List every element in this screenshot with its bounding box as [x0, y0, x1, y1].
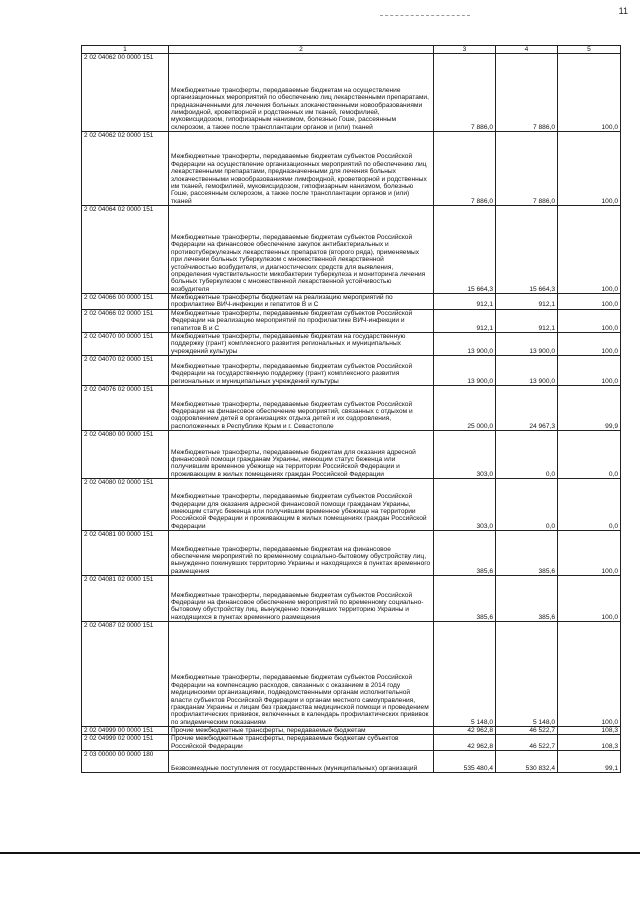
- row-name-cell: Прочие межбюджетные трансферты, передаваемые бюджетам: [169, 727, 434, 735]
- row-name-cell: Межбюджетные трансферты, передаваемые бюджетам субъектов Российской Федерации на реализацию мероприятий по профилактике ВИЧ-инфекции и гепатитов B и C: [169, 309, 434, 332]
- row-name-cell: Межбюджетные трансферты, передаваемые бюджетам субъектов Российской Федерации на государственную поддержку (грант) комплексного развития региональных и муниципальных учреждений культуры: [169, 356, 434, 386]
- table-row: [82, 386, 621, 431]
- row-code-cell: 2 02 04080 00 0000 151: [82, 431, 169, 479]
- row-plan-cell: 912,1: [434, 294, 496, 310]
- row-plan-cell: 303,0: [434, 431, 496, 479]
- table-row: [82, 206, 621, 294]
- row-plan-cell: 535 480,4: [434, 751, 496, 773]
- row-code-cell: 2 03 00000 00 0000 180: [82, 751, 169, 773]
- row-percent-cell: 100,0: [558, 206, 621, 294]
- scan-artifact-line: [380, 15, 470, 16]
- table-row: [82, 309, 621, 332]
- row-code-cell: 2 02 04066 00 0000 151: [82, 294, 169, 310]
- row-plan-cell: 13 900,0: [434, 332, 496, 355]
- row-percent-cell: 100,0: [558, 332, 621, 355]
- row-code-cell: 2 02 04066 02 0000 151: [82, 309, 169, 332]
- row-code-cell: 2 02 04999 02 0000 151: [82, 735, 169, 751]
- row-actual-cell: 24 967,3: [496, 386, 558, 431]
- page-number: 11: [618, 6, 628, 16]
- row-name-cell: Межбюджетные трансферты, передаваемые бюджетам субъектов Российской Федерации на компенсацию расходов, связанных с оказанием в 2014 году медицинскими организациями, подведомственными органам исполнительной власти субъектов Российской Федерации и органам местного самоуправления, гражданам Украины и лицам без гражданства медицинской помощи и проведением профилактических прививок, включенных в календарь профилактических прививок по эпидемическим показаниям: [169, 622, 434, 727]
- row-actual-cell: 15 664,3: [496, 206, 558, 294]
- row-code-cell: 2 02 04076 02 0000 151: [82, 386, 169, 431]
- row-percent-cell: 100,0: [558, 54, 621, 132]
- row-percent-cell: 100,0: [558, 576, 621, 622]
- row-plan-cell: 5 148,0: [434, 622, 496, 727]
- row-name-cell: Прочие межбюджетные трансферты, передаваемые бюджетам субъектов Российской Федерации: [169, 735, 434, 751]
- table-row: [82, 622, 621, 727]
- row-actual-cell: 5 148,0: [496, 622, 558, 727]
- row-actual-cell: 912,1: [496, 294, 558, 310]
- row-code-cell: 2 02 04070 02 0000 151: [82, 356, 169, 386]
- row-percent-cell: 100,0: [558, 309, 621, 332]
- row-percent-cell: 100,0: [558, 356, 621, 386]
- row-actual-cell: 0,0: [496, 431, 558, 479]
- row-name-cell: Межбюджетные трансферты, передаваемые бюджетам субъектов Российской Федерации на финансовое обеспечение мероприятий, связанных с отдыхом и оздоровлением детей в организациях отдыха детей и их оздоровления, расположенных в Республике Крым и г. Севастополе: [169, 386, 434, 431]
- row-name-cell: Межбюджетные трансферты, передаваемые бюджетам субъектов Российской Федерации для оказания адресной финансовой помощи гражданам Украины, имеющим статус беженца или получившим временное убежище на территории Российской Федерации и проживающим в жилых помещениях граждан Российской Федерации: [169, 479, 434, 531]
- table-row: [82, 727, 621, 735]
- row-actual-cell: 13 900,0: [496, 332, 558, 355]
- row-plan-cell: 13 900,0: [434, 356, 496, 386]
- row-actual-cell: 385,6: [496, 576, 558, 622]
- row-code-cell: 2 02 04999 00 0000 151: [82, 727, 169, 735]
- bottom-divider: [0, 852, 640, 854]
- column-header-code: 1: [82, 46, 169, 54]
- budget-revenue-table: [81, 45, 621, 773]
- row-percent-cell: 100,0: [558, 622, 621, 727]
- row-percent-cell: 108,3: [558, 727, 621, 735]
- row-name-cell: Межбюджетные трансферты бюджетам на реализацию мероприятий по профилактике ВИЧ-инфекции и гепатитов B и C: [169, 294, 434, 310]
- row-plan-cell: 42 962,8: [434, 735, 496, 751]
- row-actual-cell: 7 886,0: [496, 54, 558, 132]
- row-actual-cell: 13 900,0: [496, 356, 558, 386]
- row-percent-cell: 0,0: [558, 479, 621, 531]
- table-row: [82, 479, 621, 531]
- column-header-percent: 5: [558, 46, 621, 54]
- column-header-name: 2: [169, 46, 434, 54]
- row-plan-cell: 7 886,0: [434, 132, 496, 206]
- row-code-cell: 2 02 04081 02 0000 151: [82, 576, 169, 622]
- row-name-cell: Межбюджетные трансферты, передаваемые бюджетам на осуществление организационных мероприятий по обеспечению лиц лекарственными препаратами, предназначенными для лечения больных злокачественными новообразованиями лимфоидной, кроветворной и родственных им тканей, гемофилией, муковисцидозом, гипофизарным нанизмом, болезнью Гоше, рассеянным склерозом, а также после трансплантации органов и (или) тканей: [169, 54, 434, 132]
- table-row: [82, 735, 621, 751]
- row-code-cell: 2 02 04080 02 0000 151: [82, 479, 169, 531]
- row-code-cell: 2 02 04064 02 0000 151: [82, 206, 169, 294]
- table-row: [82, 531, 621, 576]
- column-header-actual: 4: [496, 46, 558, 54]
- row-name-cell: Межбюджетные трансферты, передаваемые бюджетам на государственную поддержку (грант) комплексного развития региональных и муниципальных учреждений культуры: [169, 332, 434, 355]
- row-actual-cell: 912,1: [496, 309, 558, 332]
- row-percent-cell: 99,1: [558, 751, 621, 773]
- row-plan-cell: 7 886,0: [434, 54, 496, 132]
- row-percent-cell: 100,0: [558, 132, 621, 206]
- row-name-cell: Межбюджетные трансферты, передаваемые бюджетам на финансовое обеспечение мероприятий по временному социально-бытовому обустройству лиц, вынужденно покинувших территорию Украины и находящихся в пунктах временного размещения: [169, 531, 434, 576]
- table-row: [82, 751, 621, 773]
- row-code-cell: 2 02 04062 00 0000 151: [82, 54, 169, 132]
- row-percent-cell: 100,0: [558, 531, 621, 576]
- row-plan-cell: 385,6: [434, 576, 496, 622]
- row-actual-cell: 46 522,7: [496, 735, 558, 751]
- table-row: [82, 132, 621, 206]
- row-name-cell: Межбюджетные трансферты, передаваемые бюджетам субъектов Российской Федерации на финансовое обеспечение мероприятий по временному социально-бытовому обустройству лиц, вынужденно покинувших территорию Украины и находящихся в пунктах временного размещения: [169, 576, 434, 622]
- row-actual-cell: 0,0: [496, 479, 558, 531]
- table-row: [82, 54, 621, 132]
- row-percent-cell: 0,0: [558, 431, 621, 479]
- row-actual-cell: 46 522,7: [496, 727, 558, 735]
- row-percent-cell: 108,3: [558, 735, 621, 751]
- row-plan-cell: 303,0: [434, 479, 496, 531]
- row-percent-cell: 99,9: [558, 386, 621, 431]
- table-header-row: [82, 46, 621, 54]
- table-row: [82, 356, 621, 386]
- row-code-cell: 2 02 04081 00 0000 151: [82, 531, 169, 576]
- table-row: [82, 576, 621, 622]
- row-name-cell: Безвозмездные поступления от государственных (муниципальных) организаций: [169, 751, 434, 773]
- table-row: [82, 431, 621, 479]
- row-name-cell: Межбюджетные трансферты, передаваемые бюджетам субъектов Российской Федерации на осуществление организационных мероприятий по обеспечению лиц лекарственными препаратами, предназначенными для лечения больных злокачественными новообразованиями лимфоидной, кроветворной и родственных им тканей, гемофилией, муковисцидозом, гипофизарным нанизмом, болезнью Гоше, рассеянным склерозом, а также после трансплантации органов и (или) тканей: [169, 132, 434, 206]
- row-plan-cell: 25 000,0: [434, 386, 496, 431]
- row-code-cell: 2 02 04062 02 0000 151: [82, 132, 169, 206]
- row-plan-cell: 385,6: [434, 531, 496, 576]
- row-name-cell: Межбюджетные трансферты, передаваемые бюджетам для оказания адресной финансовой помощи гражданам Украины, имеющим статус беженца или получившим временное убежище на территории Российской Федерации и проживающим в жилых помещениях граждан Российской Федерации: [169, 431, 434, 479]
- row-code-cell: 2 02 04070 00 0000 151: [82, 332, 169, 355]
- row-actual-cell: 530 832,4: [496, 751, 558, 773]
- table-body: [82, 54, 621, 773]
- row-plan-cell: 15 664,3: [434, 206, 496, 294]
- row-code-cell: 2 02 04087 02 0000 151: [82, 622, 169, 727]
- row-plan-cell: 912,1: [434, 309, 496, 332]
- column-header-plan: 3: [434, 46, 496, 54]
- table-row: [82, 294, 621, 310]
- table-row: [82, 332, 621, 355]
- row-plan-cell: 42 962,8: [434, 727, 496, 735]
- row-percent-cell: 100,0: [558, 294, 621, 310]
- row-actual-cell: 7 886,0: [496, 132, 558, 206]
- row-name-cell: Межбюджетные трансферты, передаваемые бюджетам субъектов Российской Федерации на финансовое обеспечение закупок антибактериальных и противотуберкулезных лекарственных препаратов (второго ряда), применяемых при лечении больных туберкулезом с множественной лекарственной устойчивостью возбудителя, и диагностических средств для выявления, определения чувствительности микобактерии туберкулеза и мониторинга лечения больных туберкулезом с множественной лекарственной устойчивостью возбудителя: [169, 206, 434, 294]
- row-actual-cell: 385,6: [496, 531, 558, 576]
